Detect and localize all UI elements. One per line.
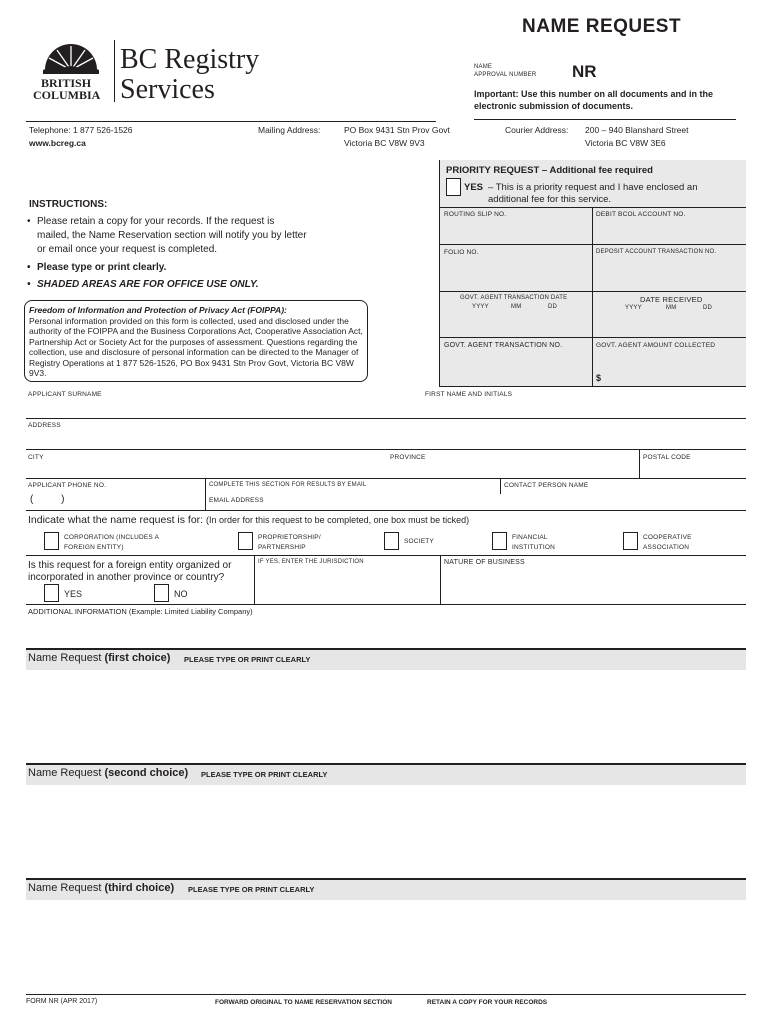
address-label: ADDRESS [28, 422, 61, 429]
bc-sun-emblem-icon [41, 38, 101, 74]
footer-forward: FORWARD ORIGINAL TO NAME RESERVATION SECTION [215, 999, 392, 1006]
financial-checkbox[interactable] [492, 532, 507, 550]
foippa-title: Freedom of Information and Protection of Privacy Act (FOIPPA): [29, 305, 287, 315]
dollar-sign: $ [596, 373, 602, 383]
courier-line2: Victoria BC V8W 3E6 [585, 138, 666, 148]
foreign-yes-checkbox[interactable] [44, 584, 59, 602]
third-choice-note: PLEASE TYPE OR PRINT CLEARLY [188, 885, 315, 894]
folio-label: FOLIO NO. [444, 249, 479, 256]
financial-label: FINANCIAL INSTITUTION [512, 534, 556, 551]
page-title: NAME REQUEST [522, 16, 682, 37]
jurisdiction-label: IF YES, ENTER THE JURISDICTION [258, 559, 364, 565]
entity-question: Indicate what the name request is for: (In order for this request to be completed, one box must be ticked) [28, 514, 470, 526]
telephone: Telephone: 1 877 526-1526 [29, 125, 133, 135]
foreign-yes-label: YES [64, 589, 83, 599]
postal-code-input[interactable] [641, 462, 745, 478]
name-approval-label-1: NAME [474, 64, 493, 70]
province-label: PROVINCE [390, 454, 426, 461]
agent-date-label: GOVT. AGENT TRANSACTION DATE [460, 295, 568, 301]
date-received-label: DATE RECEIVED [640, 295, 703, 304]
second-choice-bar [26, 763, 746, 785]
deposit-label: DEPOSIT ACCOUNT TRANSACTION NO. [596, 249, 717, 255]
bc-logo [33, 38, 113, 100]
city-label: CITY [28, 454, 44, 461]
surname-input[interactable] [26, 399, 421, 417]
second-choice-label: (second choice) [104, 767, 189, 779]
province-input[interactable] [388, 462, 636, 478]
first-name-input[interactable] [423, 399, 745, 417]
additional-info-label: ADDITIONAL INFORMATION (Example: Limited Liability Company) [28, 607, 253, 616]
mailing-line1: PO Box 9431 Stn Prov Govt [344, 125, 450, 135]
foippa-body: Personal information provided on this form is collected, used and disclosed under the authority of the FOIPPA and the Business Corporations Act, Cooperative Association Act, Partnership Act or Society Act for the purposes of assessment. Questions regarding the collection, use and disclosure of personal information can be directed to the Manager of Registry Operations at 1 877 526-1526, PO Box 9431 Stn Prov Govt, Victoria BC V8W 9V3. [29, 315, 363, 378]
phone-label: APPLICANT PHONE NO. [28, 482, 107, 489]
date-received-dd: DD [703, 305, 713, 311]
important-note: Important: Use this number on all documents and in the electronic submission of documents. [474, 89, 714, 111]
agent-txn-label: GOVT. AGENT TRANSACTION NO. [444, 342, 563, 349]
third-choice-prefix: Name Request [28, 882, 102, 894]
foreign-no-label: NO [174, 589, 188, 599]
date-received-yyyy: YYYY [625, 305, 642, 311]
logo-text-british: BRITISH [41, 76, 92, 90]
mailing-line2: Victoria BC V8W 9V3 [344, 138, 425, 148]
priority-yes-checkbox[interactable] [446, 178, 461, 196]
courier-label: Courier Address: [505, 125, 569, 135]
first-choice-input[interactable] [26, 672, 746, 760]
nature-label: NATURE OF BUSINESS [444, 559, 525, 566]
first-choice-prefix: Name Request [28, 652, 102, 664]
postal-code-label: POSTAL CODE [643, 454, 691, 461]
name-approval-label-2: APPROVAL NUMBER [474, 72, 537, 78]
instructions-item-3: • SHADED AREAS ARE FOR OFFICE USE ONLY. [27, 279, 259, 290]
priority-yes-label: YES [464, 182, 484, 193]
second-choice-prefix: Name Request [28, 767, 102, 779]
jurisdiction-input[interactable] [256, 568, 438, 603]
instructions-item-1: • Please retain a copy for your records. If the request is mailed, the Name Reservation section will notify you by letter or email once your request is completed. [27, 216, 307, 255]
surname-label: APPLICANT SURNAME [28, 391, 102, 398]
footer-retain: RETAIN A COPY FOR YOUR RECORDS [427, 999, 548, 1006]
third-choice-label: (third choice) [104, 882, 175, 894]
society-checkbox[interactable] [384, 532, 399, 550]
debit-bcol-label: DEBIT BCOL ACCOUNT NO. [596, 211, 686, 218]
society-label: SOCIETY [404, 538, 434, 545]
agent-amount-label: GOVT. AGENT AMOUNT COLLECTED [596, 342, 716, 349]
date-received-mm: MM [666, 305, 677, 311]
website-link[interactable]: www.bcreg.ca [29, 138, 86, 148]
corp-checkbox[interactable] [44, 532, 59, 550]
mailing-label: Mailing Address: [258, 125, 321, 135]
email-section-label: COMPLETE THIS SECTION FOR RESULTS BY EMAIL [209, 482, 367, 488]
contact-person-label: CONTACT PERSON NAME [504, 482, 589, 489]
city-input[interactable] [26, 462, 386, 478]
address-input[interactable] [26, 430, 746, 448]
instructions-item-2: • Please type or print clearly. [27, 262, 167, 273]
instructions-heading: INSTRUCTIONS: [29, 199, 108, 210]
form-id: FORM NR (APR 2017) [26, 998, 98, 1005]
corp-label: CORPORATION (INCLUDES A FOREIGN ENTITY) [64, 534, 159, 551]
nr-prefix: NR [572, 62, 597, 81]
prop-label: PROPRIETORSHIP/ PARTNERSHIP [258, 534, 321, 551]
first-choice-note: PLEASE TYPE OR PRINT CLEARLY [184, 655, 311, 664]
agent-date-yyyy: YYYY [472, 304, 489, 310]
foreign-no-checkbox[interactable] [154, 584, 169, 602]
foreign-question: Is this request for a foreign entity organized or incorporated in another province or country? [28, 560, 232, 583]
nr-number-field[interactable] [600, 60, 740, 82]
priority-text: – This is a priority request and I have enclosed an additional fee for this service. [488, 182, 698, 205]
first-choice-label: (first choice) [104, 652, 171, 664]
routing-slip-label: ROUTING SLIP NO. [444, 211, 507, 218]
priority-heading: PRIORITY REQUEST – Additional fee required [446, 165, 653, 176]
phone-parens[interactable]: ( ) [30, 494, 65, 505]
second-choice-input[interactable] [26, 787, 746, 875]
brand-bc-registry: BC Registry [120, 44, 260, 75]
prop-checkbox[interactable] [238, 532, 253, 550]
nature-input[interactable] [442, 568, 745, 603]
coop-label: COOPERATIVE ASSOCIATION [643, 534, 692, 551]
foippa-box [24, 300, 368, 382]
courier-line1: 200 – 940 Blanshard Street [585, 125, 689, 135]
first-choice-bar [26, 648, 746, 670]
email-input[interactable] [290, 494, 745, 509]
brand-services: Services [120, 74, 215, 105]
logo-text-columbia: COLUMBIA [33, 88, 101, 102]
email-address-label: EMAIL ADDRESS [209, 497, 264, 504]
second-choice-note: PLEASE TYPE OR PRINT CLEARLY [201, 770, 328, 779]
agent-date-mm: MM [511, 304, 522, 310]
additional-info-input[interactable] [26, 617, 746, 645]
coop-checkbox[interactable] [623, 532, 638, 550]
third-choice-bar [26, 878, 746, 900]
first-name-label: FIRST NAME AND INITIALS [425, 391, 513, 398]
third-choice-input[interactable] [26, 902, 746, 990]
agent-date-dd: DD [548, 304, 558, 310]
